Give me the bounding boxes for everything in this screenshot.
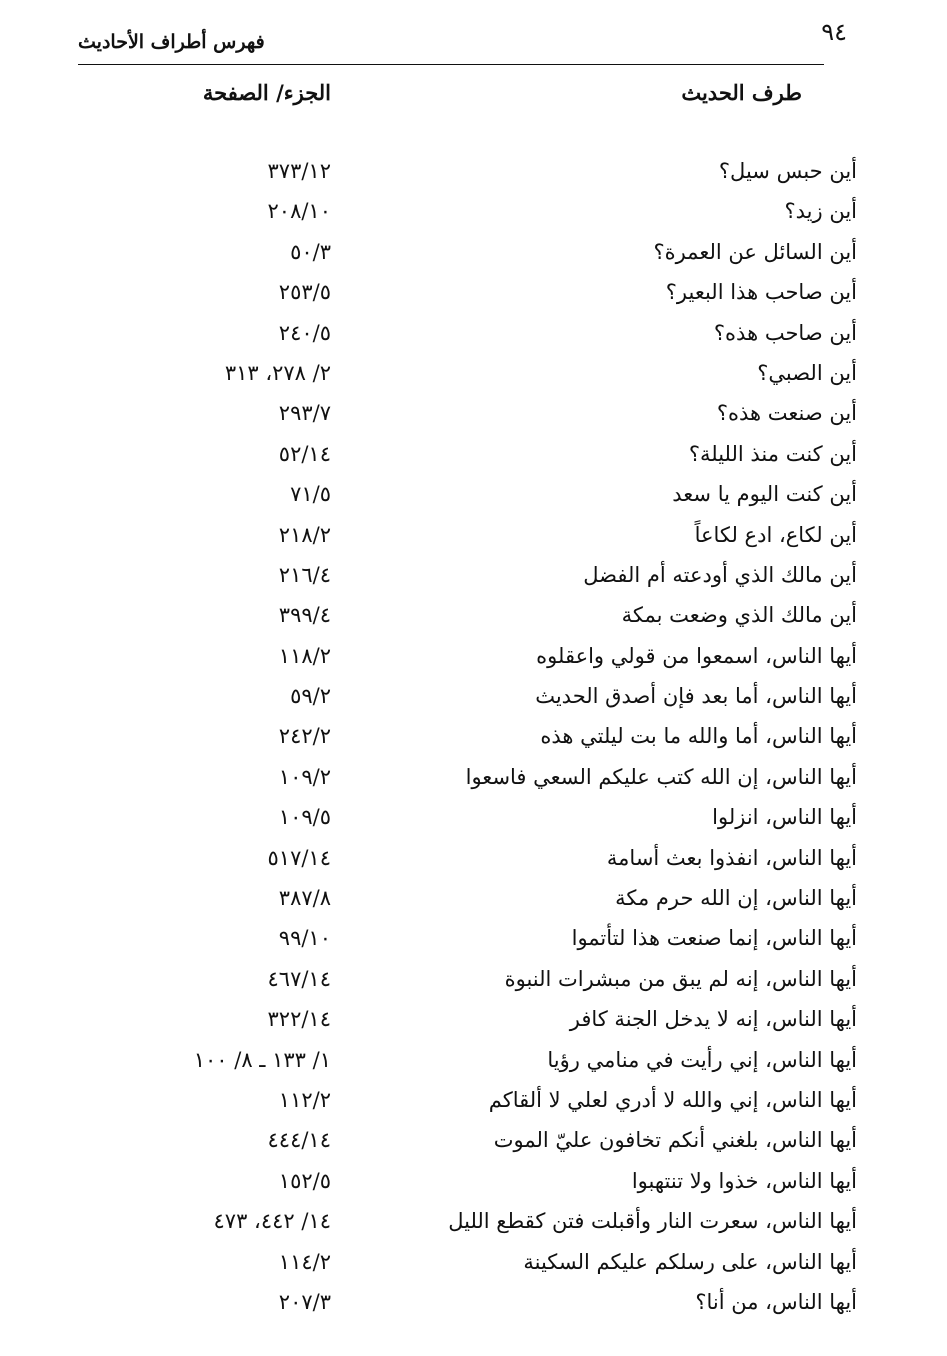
volume-page-ref: ٢٩٣/٧ [278,401,331,426]
index-entry [0,314,947,354]
volume-page-ref: ١١٤/٢ [278,1249,331,1274]
volume-page-ref: ٥١٧/١٤ [267,845,331,870]
hadith-text: أيها الناس، على رسلكم عليكم السكينة [523,1249,857,1274]
hadith-text: أيها الناس، إن الله حرم مكة [615,886,857,911]
volume-page-ref: ٢٤٠/٥ [278,320,331,345]
index-entry [0,960,947,1000]
hadith-text: أين لكاع، ادع لكاعاً [694,522,857,547]
hadith-text: أين زيد؟ [784,199,857,224]
volume-page-ref: ٢/ ٢٧٨، ٣١٣ [224,360,331,385]
volume-page-ref: ٣٢٢/١٤ [267,1007,331,1032]
hadith-text: أيها الناس، أما والله ما بت ليلتي هذه [540,724,857,749]
index-entry [0,879,947,919]
index-entry [0,1041,947,1081]
volume-page-ref: ٣٧٣/١٢ [267,159,331,183]
volume-page-ref: ٣٩٩/٤ [278,603,331,628]
volume-page-ref: ٢٠٨/١٠ [267,199,331,224]
volume-page-ref: ٤٤٤/١٤ [267,1128,331,1153]
index-entry [0,354,947,394]
volume-page-ref: ١/ ١٣٣ ـ ٨/ ١٠٠ [193,1047,331,1072]
volume-page-ref: ٤٦٧/١٤ [267,966,331,991]
hadith-text: أيها الناس، إنما صنعت هذا لتأتموا [571,926,857,951]
hadith-text: أيها الناس، انزلوا [712,805,857,830]
volume-page-ref: ١٤/ ٤٤٢، ٤٧٣ [213,1209,331,1234]
column-heading-hadith: طرف الحديث [681,80,802,105]
volume-page-ref: ١١٨/٢ [278,643,331,668]
volume-page-ref: ٧١/٥ [290,482,331,507]
hadith-text: أين مالك الذي أودعته أم الفضل [583,562,857,587]
hadith-text: أين حبس سيل؟ [718,159,857,183]
hadith-text: أيها الناس، خذوا ولا تنتهبوا [631,1168,857,1193]
volume-page-ref: ٢٥٣/٥ [278,280,331,305]
index-entry [0,717,947,757]
volume-page-ref: ٥٩/٢ [290,684,331,709]
index-entry [0,758,947,798]
index-entry [0,1081,947,1121]
volume-page-ref: ٢٤٢/٢ [278,724,331,749]
index-entry [0,798,947,838]
volume-page-ref: ٩٩/١٠ [278,926,331,951]
hadith-text: أين مالك الذي وضعت بمكة [621,603,857,628]
header-rule [78,64,824,65]
running-head-title: فهرس أطراف الأحاديث [78,31,265,53]
volume-page-ref: ٥٢/١٤ [278,441,331,466]
volume-page-ref: ٣٨٧/٨ [278,886,331,911]
volume-page-ref: ١٠٩/٥ [278,805,331,830]
hadith-text: أيها الناس، انفذوا بعث أسامة [606,845,857,870]
index-entry [0,273,947,313]
hadith-index-list [0,152,947,1323]
hadith-text: أين صاحب هذا البعير؟ [665,280,857,305]
hadith-text: أيها الناس، إني والله لا أدري لعلي لا ألقاكم [488,1087,857,1112]
volume-page-ref: ٥٠/٣ [290,239,331,264]
index-entry [0,556,947,596]
volume-page-ref: ١٠٩/٢ [278,764,331,789]
hadith-text: أيها الناس، إنه لم يبق من مبشرات النبوة [504,966,857,991]
index-entry [0,677,947,717]
hadith-text: أين الصبي؟ [757,360,857,385]
hadith-text: أين كنت اليوم يا سعد [672,482,857,507]
hadith-text: أيها الناس، إن الله كتب عليكم السعي فاسعوا [465,764,857,789]
volume-page-ref: ٢١٨/٢ [278,522,331,547]
column-heading-reference: الجزء/ الصفحة [202,80,331,105]
index-entry [0,839,947,879]
volume-page-ref: ٢٠٧/٣ [278,1289,331,1314]
index-entry [0,1283,947,1323]
volume-page-ref: ١٥٢/٥ [278,1168,331,1193]
index-entry [0,919,947,959]
hadith-text: أين السائل عن العمرة؟ [653,239,857,264]
volume-page-ref: ١١٢/٢ [278,1087,331,1112]
hadith-text: أين صنعت هذه؟ [716,401,857,426]
hadith-text: أين صاحب هذه؟ [713,320,857,345]
index-entry [0,233,947,273]
index-entry [0,516,947,556]
index-entry [0,596,947,636]
hadith-text: أيها الناس، إني رأيت في منامي رؤيا [547,1047,857,1072]
volume-page-ref: ٢١٦/٤ [278,562,331,587]
index-entry [0,637,947,677]
index-entry [0,475,947,515]
hadith-text: أيها الناس، إنه لا يدخل الجنة كافر [569,1007,857,1032]
index-entry [0,152,947,192]
page-number: ٩٤ [821,18,847,46]
index-entry [0,1162,947,1202]
hadith-text: أيها الناس، أما بعد فإن أصدق الحديث [535,684,857,709]
index-entry [0,1000,947,1040]
index-entry [0,192,947,232]
hadith-text: أيها الناس، من أنا؟ [695,1289,857,1314]
index-entry [0,435,947,475]
hadith-text: أين كنت منذ الليلة؟ [688,441,857,466]
hadith-text: أيها الناس، سعرت النار وأقبلت فتن كقطع الليل [448,1209,857,1234]
index-entry [0,1243,947,1283]
index-entry [0,394,947,434]
index-entry [0,1121,947,1161]
hadith-text: أيها الناس، اسمعوا من قولي واعقلوه [536,643,857,668]
index-entry [0,1202,947,1242]
hadith-text: أيها الناس، بلغني أنكم تخافون عليّ الموت [493,1128,857,1153]
